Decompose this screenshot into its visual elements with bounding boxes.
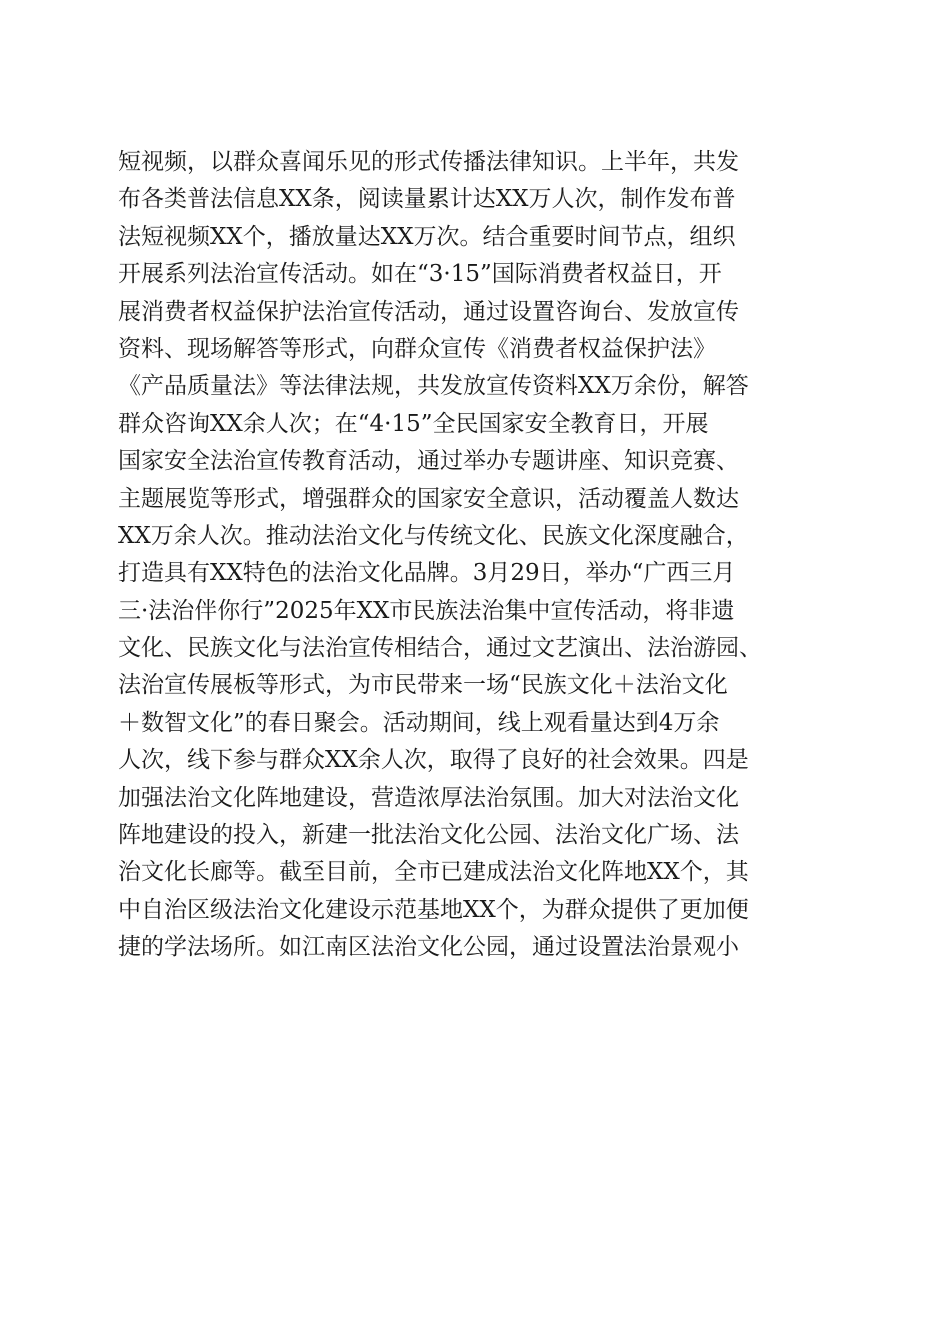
text-line: 文化、民族文化与法治宣传相结合，通过文艺演出、法治游园、 — [118, 635, 762, 662]
text-line: 治文化长廊等。截至目前，全市已建成法治文化阵地XX个，其 — [118, 859, 749, 886]
text-line: XX万余人次。推动法治文化与传统文化、民族文化深度融合， — [118, 522, 749, 549]
body-text — [118, 144, 838, 967]
text-line: 资料、现场解答等形式，向群众宣传《消费者权益保护法》 — [118, 335, 716, 362]
text-line: 人次，线下参与群众XX余人次，取得了良好的社会效果。四是 — [118, 747, 749, 774]
text-line: 开展系列法治宣传活动。如在“3·15”国际消费者权益日，开 — [118, 261, 722, 288]
text-line: 布各类普法信息XX条，阅读量累计达XX万人次，制作发布普 — [118, 186, 736, 213]
text-line: ＋数智文化”的春日聚会。活动期间，线上观看量达到4万余 — [118, 709, 720, 736]
text-line: 三·法治伴你行”2025年XX市民族法治集中宣传活动，将非遗 — [118, 597, 735, 624]
text-line: 展消费者权益保护法治宣传活动，通过设置咨询台、发放宣传 — [118, 298, 739, 325]
text-line: 打造具有XX特色的法治文化品牌。3月29日，举办“广西三月 — [118, 560, 736, 587]
text-line: 群众咨询XX余人次；在“4·15”全民国家安全教育日，开展 — [118, 410, 709, 437]
text-line: 中自治区级法治文化建设示范基地XX个，为群众提供了更加便 — [118, 896, 749, 923]
text-line: 法治宣传展板等形式，为市民带来一场“民族文化＋法治文化 — [118, 672, 728, 699]
text-line: 国家安全法治宣传教育活动，通过举办专题讲座、知识竞赛、 — [118, 448, 739, 475]
text-line: 加强法治文化阵地建设，营造浓厚法治氛围。加大对法治文化 — [118, 784, 739, 811]
text-line: 《产品质量法》等法律法规，共发放宣传资料XX万余份，解答 — [118, 373, 749, 400]
text-line: 阵地建设的投入，新建一批法治文化公园、法治文化广场、法 — [118, 822, 739, 849]
text-line: 短视频，以群众喜闻乐见的形式传播法律知识。上半年，共发 — [118, 149, 739, 175]
text-line: 法短视频XX个，播放量达XX万次。结合重要时间节点，组织 — [118, 223, 736, 250]
text-line: 主题展览等形式，增强群众的国家安全意识，活动覆盖人数达 — [118, 485, 739, 512]
text-line: 捷的学法场所。如江南区法治文化公园，通过设置法治景观小 — [118, 934, 739, 961]
